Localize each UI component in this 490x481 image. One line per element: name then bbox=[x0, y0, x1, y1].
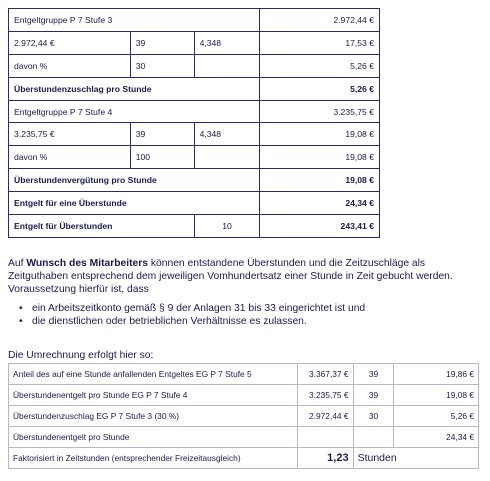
cell-label: davon % bbox=[9, 54, 131, 77]
cell-hours-count: 10 bbox=[194, 215, 260, 238]
cell-base-salary: 3.235,75 € bbox=[9, 123, 131, 146]
table-row bbox=[9, 123, 380, 146]
cell-number: 39 bbox=[353, 364, 394, 385]
table-row bbox=[9, 146, 380, 169]
table-row bbox=[9, 406, 479, 427]
cell-amount: 243,41 € bbox=[260, 215, 380, 238]
table-row bbox=[9, 169, 380, 192]
bullet-icon: • bbox=[19, 316, 23, 328]
cell-number: 39 bbox=[353, 385, 394, 406]
table-row bbox=[9, 427, 479, 448]
cell-amount: 3.235,75 € bbox=[260, 100, 380, 123]
cell-weekly-hours: 39 bbox=[130, 123, 194, 146]
cell-label: Entgeltgruppe P 7 Stufe 3 bbox=[9, 9, 260, 32]
cell-amount: 5,26 € bbox=[394, 406, 479, 427]
cell-empty bbox=[297, 427, 353, 448]
cell-amount: 19,08 € bbox=[260, 169, 380, 192]
cell-percent: 100 bbox=[130, 146, 194, 169]
cell-label: Anteil des auf eine Stunde anfallenden Entgeltes EG P 7 Stufe 5 bbox=[9, 364, 298, 385]
cell-label: davon % bbox=[9, 146, 131, 169]
cell-label: Faktorisiert in Zeitstunden (entsprechender Freizeitausgleich) bbox=[9, 448, 298, 469]
cell-amount: 17,53 € bbox=[260, 31, 380, 54]
bullet-icon: • bbox=[19, 303, 23, 315]
cell-label: Entgelt für eine Überstunde bbox=[9, 192, 260, 215]
cell-salary: 3.367,37 € bbox=[297, 364, 353, 385]
table-row bbox=[9, 9, 380, 32]
table-row bbox=[9, 54, 380, 77]
conditions-list bbox=[8, 303, 486, 329]
hours-result-value: 1,23 bbox=[297, 448, 353, 469]
cell-amount: 19,08 € bbox=[260, 123, 380, 146]
cell-weekly-hours: 39 bbox=[130, 31, 194, 54]
cell-amount: 19,08 € bbox=[394, 385, 479, 406]
hours-unit: Stunden bbox=[353, 448, 478, 469]
list-item bbox=[8, 303, 486, 316]
cell-number: 30 bbox=[353, 406, 394, 427]
cell-label: Überstundenentgelt pro Stunde EG P 7 Stufe 4 bbox=[9, 385, 298, 406]
table-row bbox=[9, 364, 479, 385]
list-item-text: die dienstlichen oder betrieblichen Verhältnisse es zulassen. bbox=[32, 316, 307, 328]
overtime-calculation-table bbox=[8, 8, 380, 238]
cell-factor: 4,348 bbox=[194, 123, 260, 146]
table-row bbox=[9, 192, 380, 215]
cell-amount: 19,08 € bbox=[260, 146, 380, 169]
list-item-text: ein Arbeitszeitkonto gemäß § 9 der Anlagen 31 bis 33 eingerichtet ist und bbox=[32, 303, 366, 315]
cell-label: Überstundenentgelt pro Stunde bbox=[9, 427, 298, 448]
cell-percent: 30 bbox=[130, 54, 194, 77]
explanation-text bbox=[8, 258, 486, 329]
table-row bbox=[9, 77, 380, 100]
cell-salary: 2.972,44 € bbox=[297, 406, 353, 427]
table-row bbox=[9, 448, 479, 469]
cell-empty bbox=[353, 427, 394, 448]
table-row bbox=[9, 385, 479, 406]
cell-empty bbox=[194, 146, 260, 169]
cell-salary: 3.235,75 € bbox=[297, 385, 353, 406]
cell-amount: 5,26 € bbox=[260, 77, 380, 100]
paragraph-intro bbox=[8, 258, 486, 296]
conversion-table bbox=[8, 363, 479, 469]
cell-amount: 24,34 € bbox=[394, 427, 479, 448]
cell-amount: 5,26 € bbox=[260, 54, 380, 77]
cell-factor: 4,348 bbox=[194, 31, 260, 54]
list-item bbox=[8, 316, 486, 329]
emphasis-text: Wunsch des Mitarbeiters bbox=[26, 258, 149, 269]
table-row bbox=[9, 31, 380, 54]
cell-amount: 19,86 € bbox=[394, 364, 479, 385]
cell-amount: 24,34 € bbox=[260, 192, 380, 215]
text-span: können entstandene Überstunden und die Zeitzuschläge als Zeitguthaben entsprechend dem jeweiligen Vomhundertsatz einer Stunde in Zeit gebucht werden. Voraussetzung hierfür ist, dass bbox=[8, 258, 453, 295]
cell-empty bbox=[194, 54, 260, 77]
cell-label: Entgeltgruppe P 7 Stufe 4 bbox=[9, 100, 260, 123]
cell-amount: 2.972,44 € bbox=[260, 9, 380, 32]
cell-label: Überstundenzuschlag EG P 7 Stufe 3 (30 %) bbox=[9, 406, 298, 427]
cell-base-salary: 2.972,44 € bbox=[9, 31, 131, 54]
table-row bbox=[9, 215, 380, 238]
cell-label: Entgelt für Überstunden bbox=[9, 215, 195, 238]
cell-label: Überstundenvergütung pro Stunde bbox=[9, 169, 260, 192]
text-span: Auf bbox=[8, 258, 27, 269]
cell-label: Überstundenzuschlag pro Stunde bbox=[9, 77, 260, 100]
table-row bbox=[9, 100, 380, 123]
conversion-intro: Die Umrechnung erfolgt hier so: bbox=[8, 350, 154, 361]
